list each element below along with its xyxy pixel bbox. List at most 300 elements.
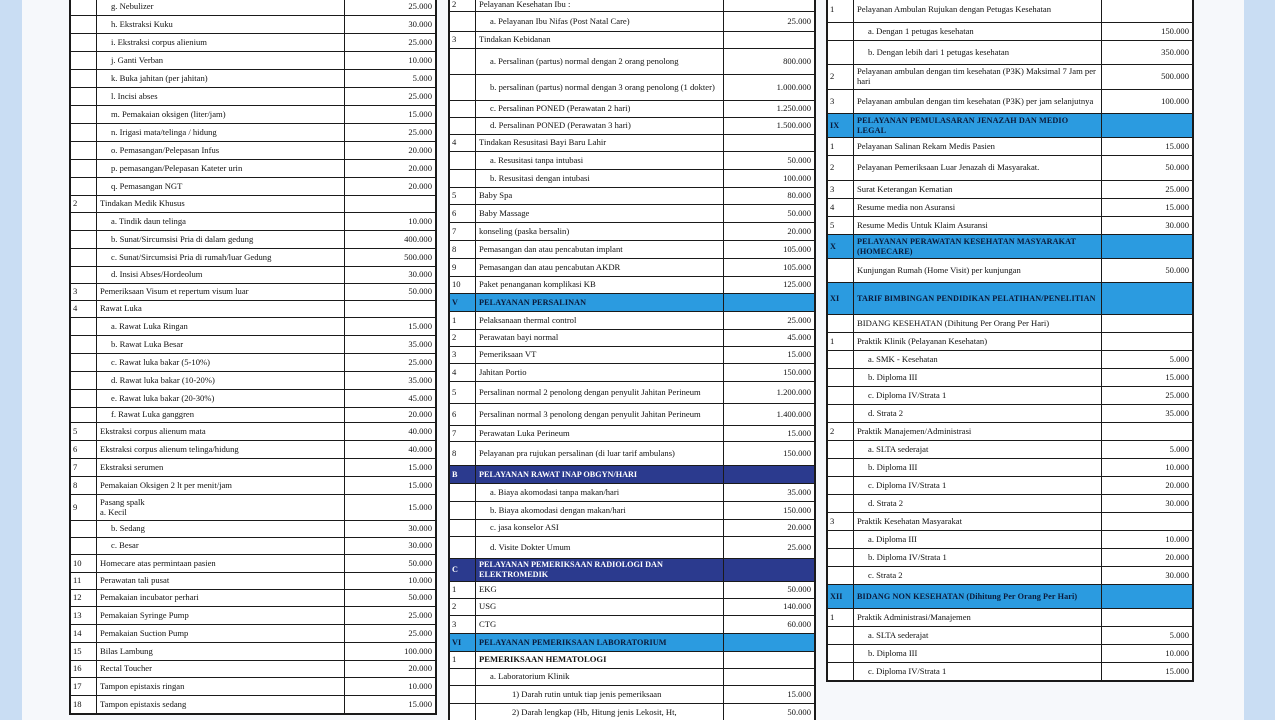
tariff-row [450, 49, 815, 75]
section-header-row [828, 283, 1193, 315]
tariff-value: 125.000 [724, 277, 815, 294]
tariff-row [71, 590, 436, 607]
row-number: 8 [450, 241, 476, 259]
tariff-row [71, 231, 436, 249]
row-number [71, 538, 97, 555]
row-number: 12 [71, 590, 97, 607]
row-number: 2 [450, 330, 476, 347]
tariff-row [71, 16, 436, 34]
tariff-value: 500.000 [1102, 65, 1193, 90]
tariff-value [1102, 423, 1193, 441]
tariff-row [71, 495, 436, 521]
row-number [828, 459, 854, 477]
tariff-row [450, 426, 815, 442]
tariff-row [828, 351, 1193, 369]
tariff-row [828, 369, 1193, 387]
tariff-value: 1.200.000 [724, 382, 815, 404]
service-description: 1) Darah rutin untuk tiap jenis pemeriksaan [476, 686, 724, 704]
tariff-value: 50.000 [345, 284, 436, 301]
service-description: b. Diploma IV/Strata 1 [854, 549, 1102, 567]
tariff-row [828, 531, 1193, 549]
tariff-value: 1.500.000 [724, 118, 815, 135]
service-description: Paket penanganan komplikasi KB [476, 277, 724, 294]
service-description: Ekstraksi corpus alienum mata [97, 423, 345, 441]
tariff-row [71, 573, 436, 590]
tariff-value: 35.000 [345, 336, 436, 354]
service-description: Praktik Klinik (Pelayanan Kesehatan) [854, 333, 1102, 351]
row-number: IX [828, 114, 854, 138]
row-number [71, 160, 97, 178]
service-description: USG [476, 599, 724, 616]
tariff-row [450, 616, 815, 634]
tariff-row [450, 223, 815, 241]
service-description: Perawatan tali pusat [97, 573, 345, 590]
tariff-row [450, 277, 815, 294]
service-description: PEMERIKSAAN HEMATOLOGI [476, 652, 724, 669]
service-description: c. Rawat luka bakar (5-10%) [97, 354, 345, 372]
tariff-value: 25.000 [345, 88, 436, 106]
service-description: a. SLTA sederajat [854, 441, 1102, 459]
tariff-row [71, 160, 436, 178]
row-number: 7 [450, 223, 476, 241]
service-description: Pemakaian Syringe Pump [97, 607, 345, 625]
tariff-value: 1.250.000 [724, 101, 815, 118]
service-description: i. Ekstraksi corpus alienium [97, 34, 345, 52]
tariff-value: 30.000 [345, 538, 436, 555]
service-description: d. Insisi Abses/Hordeolum [97, 267, 345, 284]
row-number: 1 [828, 609, 854, 627]
service-description: a. SLTA sederajat [854, 627, 1102, 645]
row-number: 13 [71, 607, 97, 625]
service-description: a. SMK - Kesehatan [854, 351, 1102, 369]
service-description: b. Sunat/Sircumsisi Pria di dalam gedung [97, 231, 345, 249]
tariff-value [1102, 315, 1193, 333]
service-description: o. Pemasangan/Pelepasan Infus [97, 142, 345, 160]
service-description: d. Persalinan PONED (Perawatan 3 hari) [476, 118, 724, 135]
service-description: Kunjungan Rumah (Home Visit) per kunjungan [854, 259, 1102, 283]
tariff-row [450, 364, 815, 382]
tariff-row [828, 259, 1193, 283]
tariff-row [450, 704, 815, 720]
tariff-value: 10.000 [1102, 459, 1193, 477]
tariff-value: 35.000 [724, 484, 815, 502]
tariff-row [828, 441, 1193, 459]
row-number [828, 477, 854, 495]
tariff-value: 400.000 [345, 231, 436, 249]
service-description: Homecare atas permintaan pasien [97, 555, 345, 573]
service-description: c. Besar [97, 538, 345, 555]
tariff-row [71, 142, 436, 160]
row-number: 1 [450, 652, 476, 669]
service-description: Praktik Manajemen/Administrasi [854, 423, 1102, 441]
service-description: c. Diploma IV/Strata 1 [854, 387, 1102, 405]
tariff-value [724, 634, 815, 652]
tariff-value: 30.000 [345, 521, 436, 538]
service-description: EKG [476, 582, 724, 599]
row-number [71, 88, 97, 106]
row-number: 2 [828, 156, 854, 181]
row-number [71, 142, 97, 160]
row-number: 3 [450, 616, 476, 634]
tariff-value [1102, 513, 1193, 531]
service-description: p. pemasangan/Pelepasan Kateter urin [97, 160, 345, 178]
tariff-value: 1.000.000 [724, 75, 815, 101]
tariff-value: 20.000 [345, 661, 436, 678]
tariff-value: 30.000 [1102, 217, 1193, 235]
service-description: Persalinan normal 3 penolong dengan penyulit Jahitan Perineum [476, 404, 724, 426]
row-number [71, 372, 97, 390]
section-header-row [450, 294, 815, 312]
row-number [71, 52, 97, 70]
tariff-value [724, 652, 815, 669]
service-description: b. Sedang [97, 521, 345, 538]
service-description: Perawatan Luka Perineum [476, 426, 724, 442]
service-description: a. Persalinan (partus) normal dengan 2 orang penolong [476, 49, 724, 75]
section-header-row [828, 585, 1193, 609]
row-number: 2 [450, 599, 476, 616]
row-number [450, 484, 476, 502]
tariff-row [450, 118, 815, 135]
tariff-value [1102, 609, 1193, 627]
row-number [828, 531, 854, 549]
tariff-value: 35.000 [345, 372, 436, 390]
tariff-value: 15.000 [724, 347, 815, 364]
tariff-value: 50.000 [1102, 259, 1193, 283]
row-number: X [828, 235, 854, 259]
tariff-value: 25.000 [345, 354, 436, 372]
row-number [71, 106, 97, 124]
tariff-value: 15.000 [1102, 663, 1193, 681]
service-description: Pelayanan ambulan dengan tim kesehatan (P3K) Maksimal 7 Jam per hari [854, 65, 1102, 90]
row-number [71, 318, 97, 336]
tariff-row [828, 645, 1193, 663]
tariff-value: 25.000 [1102, 181, 1193, 199]
row-number: XI [828, 283, 854, 315]
row-number [71, 178, 97, 196]
tariff-value: 15.000 [724, 686, 815, 704]
tariff-value: 10.000 [345, 213, 436, 231]
tariff-row [71, 52, 436, 70]
row-number: 3 [450, 32, 476, 49]
tariff-value: 30.000 [1102, 567, 1193, 585]
tariff-value: 50.000 [345, 555, 436, 573]
row-number: 6 [71, 441, 97, 459]
row-number: 2 [828, 65, 854, 90]
tariff-value: 105.000 [724, 241, 815, 259]
tariff-row [71, 178, 436, 196]
tariff-row [828, 387, 1193, 405]
service-description: c. Diploma IV/Strata 1 [854, 477, 1102, 495]
row-number: 9 [450, 259, 476, 277]
tariff-row [828, 549, 1193, 567]
row-number [828, 663, 854, 681]
tariff-row [71, 88, 436, 106]
tariff-value: 15.000 [1102, 138, 1193, 156]
service-description: a. Rawat Luka Ringan [97, 318, 345, 336]
tariff-value: 150.000 [724, 364, 815, 382]
service-description: j. Ganti Verban [97, 52, 345, 70]
row-number: 2 [828, 423, 854, 441]
tariff-value: 20.000 [724, 520, 815, 537]
tariff-value [724, 0, 815, 12]
tariff-value: 15.000 [345, 696, 436, 714]
tariff-value: 60.000 [724, 616, 815, 634]
row-number: 7 [450, 426, 476, 442]
row-number [828, 645, 854, 663]
tariff-value [345, 301, 436, 318]
tariff-value [1102, 585, 1193, 609]
tariff-value: 25.000 [345, 0, 436, 16]
tariff-value: 50.000 [1102, 156, 1193, 181]
section-header-row [828, 114, 1193, 138]
row-number: XII [828, 585, 854, 609]
tariff-value: 5.000 [1102, 441, 1193, 459]
row-number: 4 [828, 199, 854, 217]
tariff-row [450, 12, 815, 32]
row-number [450, 75, 476, 101]
row-number: 3 [828, 181, 854, 199]
tariff-row [828, 405, 1193, 423]
tariff-value: 15.000 [345, 459, 436, 477]
tariff-row [71, 607, 436, 625]
service-description: 2) Darah lengkap (Hb, Hitung jenis Lekosit, Ht, [476, 704, 724, 720]
service-description: Tindakan Resusitasi Bayi Baru Lahir [476, 135, 724, 152]
tariff-row [450, 330, 815, 347]
tariff-value [1102, 0, 1193, 23]
tariff-row [828, 477, 1193, 495]
service-description: Pemakaian incubator perhari [97, 590, 345, 607]
service-description: k. Buka jahitan (per jahitan) [97, 70, 345, 88]
tariff-value: 15.000 [1102, 199, 1193, 217]
tariff-value: 15.000 [345, 318, 436, 336]
service-description: Perawatan bayi normal [476, 330, 724, 347]
tariff-row [450, 502, 815, 520]
tariff-value: 10.000 [345, 52, 436, 70]
tariff-value: 30.000 [1102, 495, 1193, 513]
service-description: konseling (paska bersalin) [476, 223, 724, 241]
service-description: b. Diploma III [854, 645, 1102, 663]
service-description: Persalinan normal 2 penolong dengan penyulit Jahitan Perineum [476, 382, 724, 404]
service-description: b. Biaya akomodasi dengan makan/hari [476, 502, 724, 520]
row-number: 3 [828, 90, 854, 114]
tariff-row [71, 408, 436, 423]
tariff-row [828, 627, 1193, 645]
tariff-row [828, 65, 1193, 90]
tariff-value: 100.000 [724, 170, 815, 188]
service-description: l. Incisi abses [97, 88, 345, 106]
row-number: VI [450, 634, 476, 652]
tariff-row [828, 495, 1193, 513]
tariff-value: 80.000 [724, 188, 815, 205]
service-description: d. Strata 2 [854, 495, 1102, 513]
service-description: PELAYANAN PEMULASARAN JENAZAH DAN MEDIO LEGAL [854, 114, 1102, 138]
tariff-row [450, 0, 815, 12]
tariff-value: 25.000 [345, 124, 436, 142]
service-description: Tindakan Medik Khusus [97, 196, 345, 213]
tariff-row [828, 315, 1193, 333]
row-number [71, 336, 97, 354]
row-number: 3 [71, 284, 97, 301]
section-header-row [450, 634, 815, 652]
row-number [450, 49, 476, 75]
tariff-row [828, 138, 1193, 156]
tariff-row [828, 423, 1193, 441]
tariff-row [828, 663, 1193, 681]
tariff-row [450, 347, 815, 364]
tariff-value: 5.000 [345, 70, 436, 88]
tariff-row [71, 354, 436, 372]
row-number: 6 [450, 404, 476, 426]
tariff-value: 350.000 [1102, 41, 1193, 65]
service-description: g. Nebulizer [97, 0, 345, 16]
tariff-value: 15.000 [345, 477, 436, 495]
tariff-value [724, 559, 815, 582]
tariff-value: 40.000 [345, 423, 436, 441]
row-number: 6 [450, 205, 476, 223]
row-number: 3 [450, 347, 476, 364]
row-number: C [450, 559, 476, 582]
row-number [71, 249, 97, 267]
tariff-value: 40.000 [345, 441, 436, 459]
service-description: Rectal Toucher [97, 661, 345, 678]
service-description: Resume Medis Untuk Klaim Asuransi [854, 217, 1102, 235]
row-number [450, 704, 476, 720]
tariff-row [71, 124, 436, 142]
tariff-row [450, 259, 815, 277]
service-description: q. Pemasangan NGT [97, 178, 345, 196]
service-description: f. Rawat Luka ganggren [97, 408, 345, 423]
row-number [828, 23, 854, 41]
tariff-row [71, 70, 436, 88]
tariff-row [828, 199, 1193, 217]
tariff-row [450, 404, 815, 426]
tariff-value: 35.000 [1102, 405, 1193, 423]
row-number [71, 34, 97, 52]
tariff-value: 20.000 [1102, 549, 1193, 567]
row-number [71, 0, 97, 16]
tariff-row [71, 459, 436, 477]
service-description: BIDANG KESEHATAN (Dihitung Per Orang Per Hari) [854, 315, 1102, 333]
row-number [450, 170, 476, 188]
row-number: 15 [71, 643, 97, 661]
row-number: 1 [828, 0, 854, 23]
tariff-row [71, 249, 436, 267]
service-description: Praktik Kesehatan Masyarakat [854, 513, 1102, 531]
tariff-row [71, 196, 436, 213]
tariff-row [450, 669, 815, 686]
row-number [71, 213, 97, 231]
tariff-value: 20.000 [345, 142, 436, 160]
row-number: 4 [71, 301, 97, 318]
tariff-row [828, 217, 1193, 235]
tariff-row [71, 423, 436, 441]
tariff-row [450, 599, 815, 616]
tariff-row [450, 135, 815, 152]
row-number [828, 387, 854, 405]
row-number: 1 [450, 582, 476, 599]
tariff-row [450, 241, 815, 259]
tariff-value [345, 196, 436, 213]
row-number [828, 259, 854, 283]
row-number [71, 124, 97, 142]
tariff-value: 20.000 [1102, 477, 1193, 495]
tariff-row [828, 41, 1193, 65]
row-number [71, 16, 97, 34]
tariff-column-1 [69, 0, 437, 715]
tariff-row [71, 0, 436, 16]
row-number [828, 351, 854, 369]
tariff-row [450, 520, 815, 537]
tariff-value [724, 669, 815, 686]
tariff-value: 20.000 [345, 160, 436, 178]
row-number [71, 70, 97, 88]
row-number [450, 669, 476, 686]
tariff-row [450, 170, 815, 188]
service-description: Pemakaian Suction Pump [97, 625, 345, 643]
tariff-row [71, 301, 436, 318]
tariff-value [724, 294, 815, 312]
row-number: 1 [828, 333, 854, 351]
tariff-value: 25.000 [724, 12, 815, 32]
service-description: e. Rawat luka bakar (20-30%) [97, 390, 345, 408]
tariff-value: 50.000 [724, 205, 815, 223]
tariff-row [71, 106, 436, 124]
row-number [71, 390, 97, 408]
tariff-value: 15.000 [345, 106, 436, 124]
row-number: 3 [828, 513, 854, 531]
tariff-row [71, 390, 436, 408]
service-description: a. Resusitasi tanpa intubasi [476, 152, 724, 170]
service-description: Pelayanan Pemeriksaan Luar Jenazah di Masyarakat. [854, 156, 1102, 181]
tariff-value: 25.000 [345, 607, 436, 625]
tariff-value: 1.400.000 [724, 404, 815, 426]
row-number: 7 [71, 459, 97, 477]
tariff-row [828, 333, 1193, 351]
service-description: Pemasangan dan atau pencabutan AKDR [476, 259, 724, 277]
tariff-value: 50.000 [345, 590, 436, 607]
tariff-row [828, 23, 1193, 41]
service-description: Surat Keterangan Kematian [854, 181, 1102, 199]
row-number: 1 [828, 138, 854, 156]
service-description: Jahitan Portio [476, 364, 724, 382]
service-description: PELAYANAN PEMERIKSAAN LABORATORIUM [476, 634, 724, 652]
service-description: Pelayanan ambulan dengan tim kesehatan (P3K) per jam selanjutnya [854, 90, 1102, 114]
service-description: b. Rawat Luka Besar [97, 336, 345, 354]
row-number [450, 520, 476, 537]
service-description: Pemeriksaan Visum et repertum visum luar [97, 284, 345, 301]
row-number: 10 [450, 277, 476, 294]
service-description: b. Dengan lebih dari 1 petugas kesehatan [854, 41, 1102, 65]
service-description: CTG [476, 616, 724, 634]
row-number [71, 231, 97, 249]
tariff-value: 150.000 [724, 442, 815, 466]
service-description: Rawat Luka [97, 301, 345, 318]
tariff-row [450, 32, 815, 49]
document-page [22, 0, 1244, 720]
service-description: c. jasa konselor ASI [476, 520, 724, 537]
tariff-row [450, 537, 815, 559]
service-description: Pelayanan Salinan Rekam Medis Pasien [854, 138, 1102, 156]
row-number [828, 369, 854, 387]
tariff-value: 25.000 [345, 625, 436, 643]
tariff-row [828, 90, 1193, 114]
service-description: Pemakaian Oksigen 2 lt per menit/jam [97, 477, 345, 495]
tariff-row [828, 513, 1193, 531]
row-number: 9 [71, 495, 97, 521]
service-description: c. Sunat/Sircumsisi Pria di rumah/luar Gedung [97, 249, 345, 267]
tariff-table-3 [828, 0, 1193, 681]
row-number [71, 267, 97, 284]
